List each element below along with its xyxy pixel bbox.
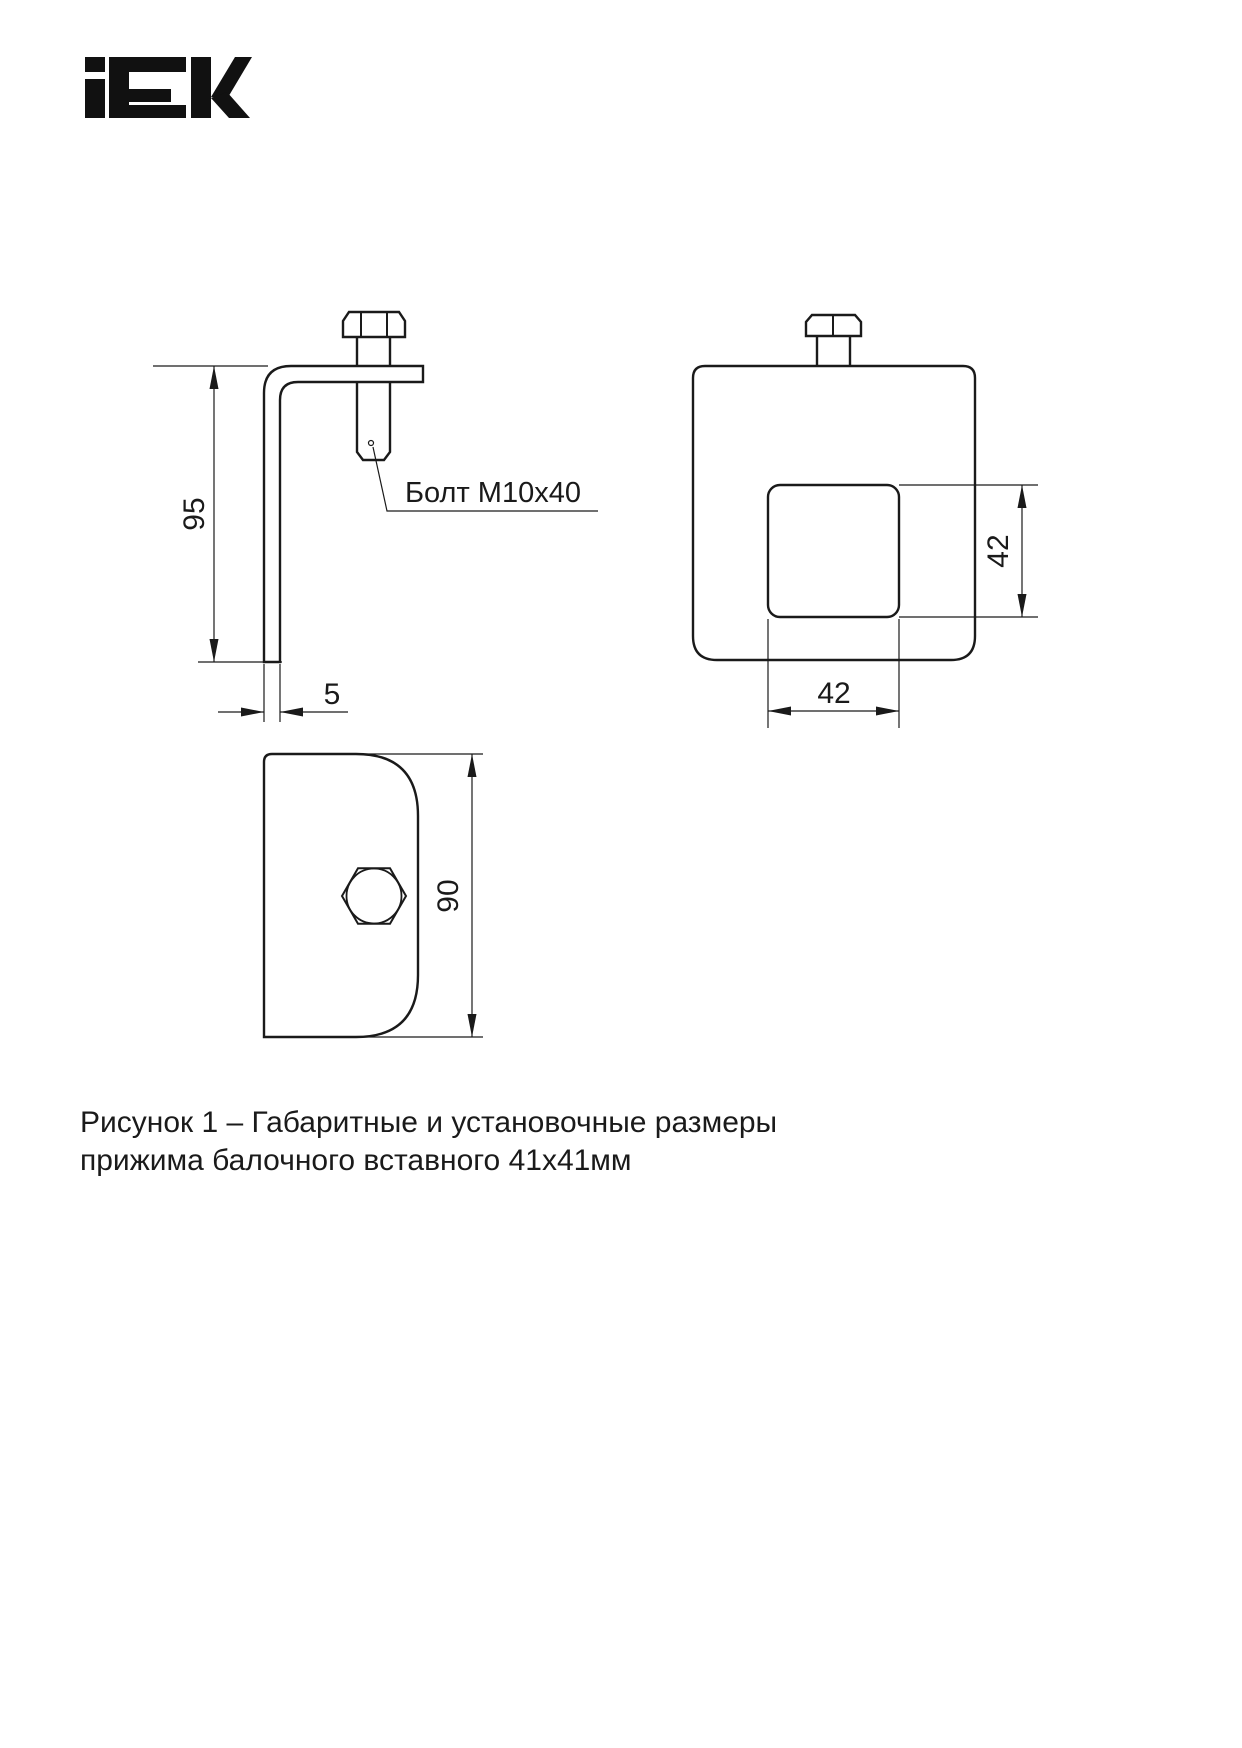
- front-view: [693, 315, 1038, 728]
- bracket-outline: [264, 366, 423, 662]
- logo-i-stem: [85, 79, 105, 118]
- dim-42v-value: 42: [982, 534, 1015, 568]
- figure-caption: [80, 1104, 800, 1180]
- arrowhead-right-icon: [876, 707, 899, 716]
- logo-k-stem: [191, 57, 211, 118]
- plate-outline: [264, 754, 418, 1037]
- arrowhead-up-icon: [468, 754, 477, 777]
- dimension-5: [218, 664, 348, 722]
- arrowhead-left-icon: [280, 708, 303, 717]
- dimension-42-vertical: [899, 485, 1038, 617]
- bolt-shank-front: [817, 336, 850, 366]
- arrowhead-right-icon: [241, 708, 264, 717]
- hex-bolt-head-icon: [342, 868, 406, 923]
- dimension-42-horizontal: [768, 619, 899, 728]
- bolt-shank-upper: [357, 337, 390, 366]
- bolt-washer-circle: [347, 869, 402, 924]
- bolt-callout: [373, 447, 598, 511]
- logo-i-dot: [85, 57, 105, 72]
- arrowhead-down-icon: [468, 1014, 477, 1037]
- extension-lines: [899, 485, 1038, 617]
- logo-e-mid-bar: [109, 89, 171, 102]
- bottom-view: [264, 754, 483, 1037]
- caption-line-1: Рисунок 1 – Габаритные и установочные размеры: [80, 1106, 778, 1139]
- dim-90-value: 90: [432, 879, 465, 913]
- dim-5-value: 5: [323, 678, 341, 711]
- dim-42h-value: 42: [817, 677, 851, 710]
- logo-e-bottom-bar: [109, 105, 186, 118]
- caption-line-2: прижима балочного вставного 41х41мм: [80, 1144, 632, 1177]
- iek-logo-icon: [85, 57, 252, 118]
- arrowhead-up-icon: [210, 366, 219, 389]
- arrowhead-left-icon: [768, 707, 791, 716]
- logo-k-lower-arm: [211, 92, 250, 118]
- bolt-head-facet-lines: [361, 312, 387, 337]
- square-opening: [768, 485, 899, 617]
- leader-dot: [369, 441, 374, 446]
- dim-95-value: 95: [178, 497, 211, 531]
- dimension-95: [153, 366, 282, 662]
- arrowhead-down-icon: [210, 639, 219, 662]
- arrowhead-up-icon: [1018, 485, 1027, 508]
- bolt-head-side: [343, 312, 405, 337]
- logo-k-upper-arm: [211, 57, 252, 99]
- extension-lines: [264, 664, 280, 722]
- side-view: [153, 312, 598, 722]
- arrowhead-down-icon: [1018, 594, 1027, 617]
- bolt-label: Болт М10х40: [405, 477, 581, 509]
- dimension-90: [356, 754, 483, 1037]
